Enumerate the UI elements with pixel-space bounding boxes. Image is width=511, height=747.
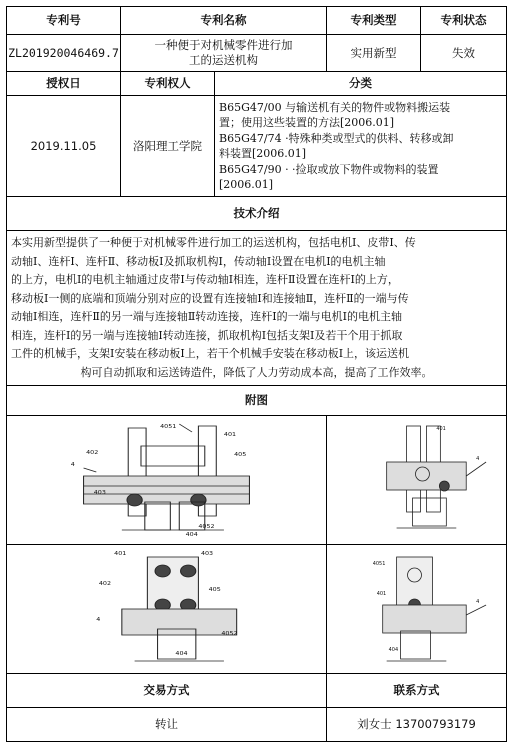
grant-date-header: 授权日	[7, 72, 121, 96]
figure-label: 4052	[221, 631, 238, 637]
figures-title: 附图	[7, 386, 507, 416]
classification-header: 分类	[215, 72, 507, 96]
patent-name-line2: 工的运送机构	[189, 53, 258, 67]
classification-line: 料装置[2006.01]	[219, 147, 307, 160]
figure-label: 4	[476, 455, 480, 463]
intro-line: 相连，连杆Ⅰ的另一端与连接轴Ⅰ转动连接，抓取机构Ⅰ包括支架Ⅰ及若干个用于抓取	[11, 328, 403, 342]
figure-3-drawing	[7, 545, 326, 673]
intro-text	[7, 231, 507, 386]
classification-value	[215, 96, 507, 197]
figure-1-drawing	[7, 416, 326, 544]
intro-title: 技术介绍	[7, 197, 507, 231]
classification-line: [2006.01]	[219, 178, 274, 191]
trade-method-header: 交易方式	[7, 674, 327, 708]
figure-label: 403	[200, 551, 214, 557]
figure-2	[327, 416, 507, 545]
intro-line: 的上方，电机Ⅰ的电机主轴通过皮带Ⅰ与传动轴Ⅰ相连，连杆Ⅱ设置在连杆Ⅰ的上方，	[11, 273, 399, 286]
patent-name-line1: 一种便于对机械零件进行加	[154, 38, 293, 52]
figure-label: 401	[376, 590, 387, 598]
figure-label: 4052	[198, 524, 215, 530]
patent-status-value: 失效	[421, 35, 507, 72]
holder-header: 专利权人	[121, 72, 215, 96]
figure-label: 4	[70, 462, 75, 468]
figure-4-drawing	[327, 545, 506, 673]
classification-line: B65G47/74 ·特殊种类或型式的供料、转移或卸	[219, 131, 454, 145]
classification-line: 置；使用这些装置的方法[2006.01]	[219, 116, 395, 129]
figure-2-drawing	[327, 416, 506, 544]
intro-line: 工件的机械手，支架Ⅰ安装在移动板Ⅰ上，若干个机械手安装在移动板Ⅰ上，该运送机	[11, 347, 410, 360]
figure-label: 404	[185, 532, 198, 538]
figure-4	[327, 545, 507, 674]
patent-no-header: 专利号	[7, 7, 121, 35]
patent-name-header: 专利名称	[121, 7, 327, 35]
intro-line: 动轴Ⅰ相连，连杆Ⅱ的另一端与连接轴Ⅱ转动连接，连杆Ⅰ的一端与电机Ⅰ的电机主轴	[11, 310, 402, 323]
figure-label: 4	[96, 617, 101, 623]
figure-label: 403	[93, 490, 106, 496]
intro-line: 动轴Ⅰ、连杆Ⅰ、连杆Ⅱ、移动板Ⅰ及抓取机构Ⅰ，传动轴Ⅰ设置在电机Ⅰ的电机主轴	[11, 254, 386, 268]
figure-label: 404	[388, 646, 399, 654]
patent-name-value	[121, 35, 327, 72]
classification-line: B65G47/90 · ·捡取或放下物件或物料的装置	[219, 162, 439, 176]
contact-header: 联系方式	[327, 674, 507, 708]
patent-no-value: ZL201920046469.7	[7, 35, 121, 72]
intro-line: 本实用新型提供了一种便于对机械零件进行加工的运送机构，包括电机Ⅰ、皮带Ⅰ、传	[11, 236, 416, 249]
figure-label: 405	[234, 452, 247, 458]
figure-label: 4	[476, 598, 480, 606]
classification-line: B65G47/00 与输送机有关的物件或物料搬运装	[219, 100, 451, 114]
intro-line: 移动板Ⅰ一侧的底端和顶端分别对应的设置有连接轴Ⅰ和连接轴Ⅱ，连杆Ⅱ的一端与传	[11, 291, 409, 305]
figure-label: 402	[86, 450, 99, 456]
trade-method-value: 转让	[7, 708, 327, 742]
figure-label: 405	[208, 587, 221, 593]
patent-type-value: 实用新型	[327, 35, 421, 72]
figure-label: 404	[175, 651, 188, 657]
contact-value: 刘女士 13700793179	[327, 708, 507, 742]
figure-3	[7, 545, 327, 674]
figure-label: 4051	[160, 424, 177, 430]
figure-label: 401	[114, 551, 127, 557]
figure-label: 401	[436, 425, 446, 433]
patent-status-header: 专利状态	[421, 7, 507, 35]
figure-label: 402	[98, 581, 112, 587]
holder-value: 洛阳理工学院	[121, 96, 215, 197]
figure-1	[7, 416, 327, 545]
figure-label: 401	[223, 432, 237, 438]
intro-line: 构可自动抓取和运送铸造件，降低了人力劳动成本高，提高了工作效率。	[80, 365, 433, 379]
patent-info-table	[6, 6, 507, 742]
figure-label: 4051	[372, 560, 386, 568]
grant-date-value: 2019.11.05	[7, 96, 121, 197]
patent-type-header: 专利类型	[327, 7, 421, 35]
